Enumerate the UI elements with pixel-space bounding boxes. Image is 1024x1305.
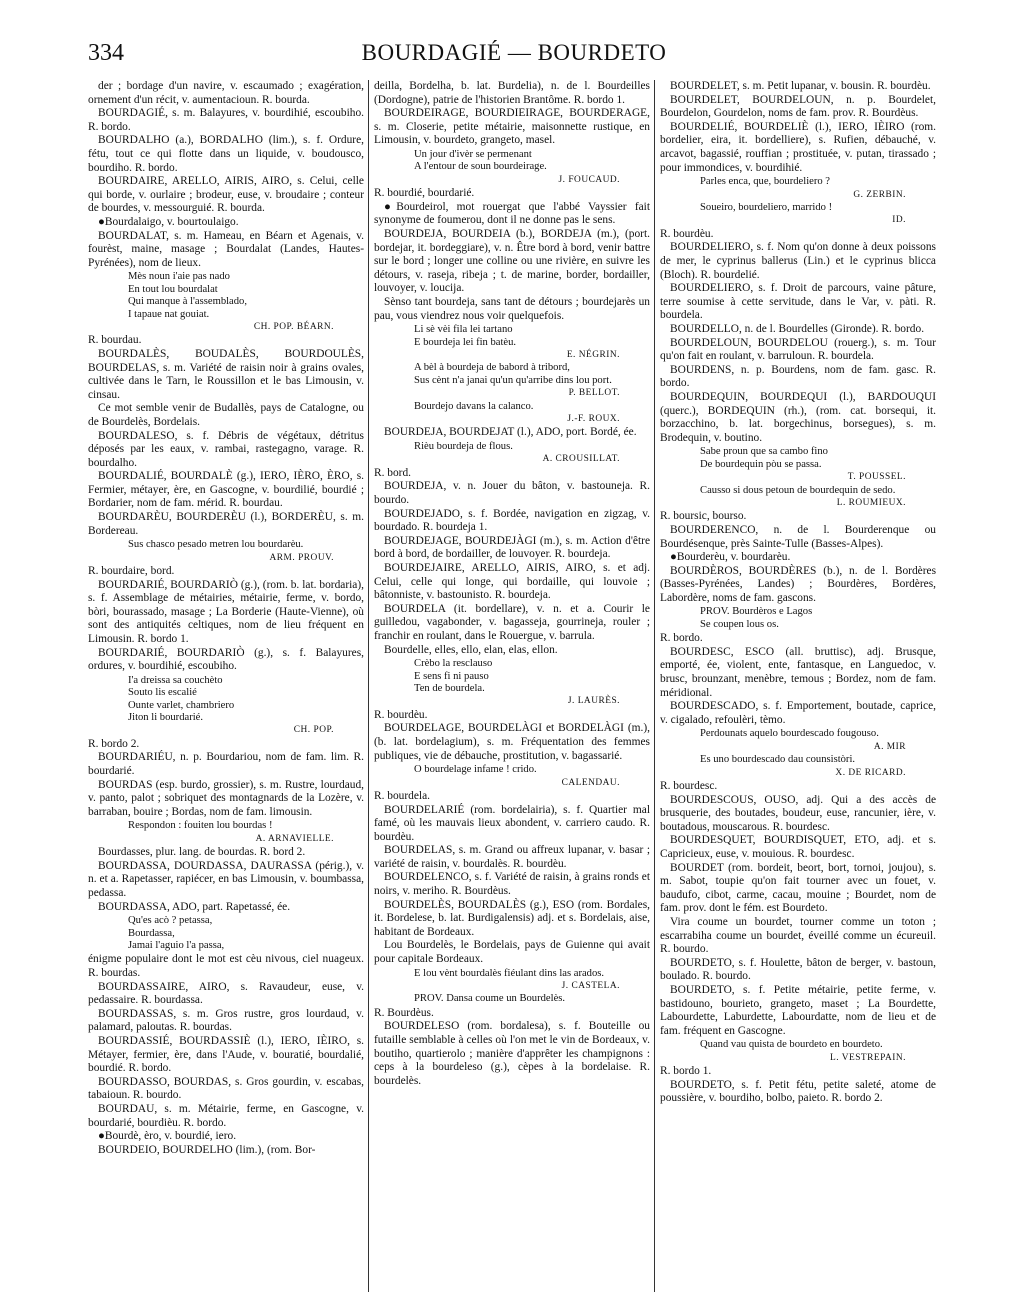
quote-source: A. ARNAVIELLE. — [255, 833, 334, 844]
citation-quote — [374, 362, 650, 399]
quote-line: Respondon : fouiten lou bourdas ! — [128, 820, 273, 832]
quote-line: Bourdassa, — [128, 927, 175, 939]
quote-source: J. LAURÈS. — [567, 696, 620, 707]
dictionary-entry: BOURDALIÉ, BOURDALÈ (g.), IERO, IÈRO, ÈRO, s. Fermier, métayer, ère, en Gascogne, v. bourdilié, bourdié ; Bordarier, nom de fam. mérid. R. bourdau. — [88, 470, 364, 510]
citation-quote — [660, 202, 936, 227]
quote-source: E. NÉGRIN. — [566, 349, 620, 360]
quote-source: ID. — [892, 215, 906, 226]
citation-quote — [88, 539, 364, 564]
dictionary-entry: BOURDESC, ESCO (all. bruttisc), adj. Brusque, emporté, ée, violent, ente, fantasque, en Languedoc, v. brusc, brounzant, menèbre, temous ; Bordez, nom de fam. méridional. — [660, 645, 936, 699]
citation-quote — [374, 401, 650, 426]
etymology-reference: R. bordo 1. — [660, 1065, 712, 1078]
citation-quote — [660, 446, 936, 483]
quote-line: A bèl à bourdeja de babord à tribord, — [414, 362, 570, 374]
dictionary-entry: BOURDARIÉU, n. p. Bourdariou, nom de fam. lim. R. bourdarié. — [88, 751, 364, 778]
citation-quote — [374, 149, 650, 186]
quote-line: Mès noun i'aie pas nado — [128, 271, 230, 283]
quote-source: L. VESTREPAIN. — [829, 1052, 906, 1063]
quote-line: De bourdequin pòu se passa. — [700, 458, 822, 470]
dictionary-entry: BOURDEIRAGE, BOURDIEIRAGE, BOURDERAGE, s. m. Closerie, petite métairie, maisonnette rustique, en Limousin, v. bourdeto, grangeto, masel. — [374, 107, 650, 147]
quote-line: Ten de bourdela. — [414, 682, 485, 694]
citation-quote — [88, 820, 364, 845]
quote-line: PROV. Bourdèros e Lagos — [700, 606, 813, 618]
quote-line: A l'entour de soun bourdeirage. — [414, 161, 547, 173]
citation-quote — [374, 993, 650, 1005]
quote-line: Ounte varlet, chambriero — [128, 699, 235, 711]
dictionary-entry: BOURDEIO, BOURDELHO (lim.), (rom. Bor- — [98, 1143, 316, 1156]
quote-line: E lou vènt bourdalès fiéulant dins las arados. — [414, 967, 605, 979]
dictionary-entry: ●Bourderèu, v. bourdarèu. — [670, 551, 791, 564]
etymology-reference: R. bourdèu. — [660, 227, 714, 240]
etymology-reference: R. boursic, bourso. — [660, 510, 747, 523]
dictionary-entry: BOURDESQUET, BOURDISQUET, ETO, adj. et s. Capricieux, euse, v. mouious. R. bourdesc. — [660, 834, 936, 861]
dictionary-entry: BOURDENS, n. p. Bourdens, nom de fam. gasc. R. bordo. — [660, 363, 936, 390]
dictionary-entry: BOURDEJADO, s. f. Bordée, navigation en zigzag, v. bourdado. R. bourdeja 1. — [374, 507, 650, 534]
dictionary-entry: BOURDEJA, BOURDEJAT (l.), ADO, port. Bordé, ée. — [384, 426, 637, 439]
quote-line: E sens fi ni pauso — [414, 670, 489, 682]
dictionary-entry: BOURDAGIÉ, s. m. Balayures, v. bourdihié, escoubiho. R. bordo. — [88, 107, 364, 133]
dictionary-entry: Vira coume un bourdet, tourner comme un toton ; escarrabiha coume un bourdet, éveillé comme un écureuil. R. bourdo. — [660, 916, 936, 956]
dictionary-entry: BOURDELA (it. bordellare), v. n. et a. Courir le guilledou, vagabonder, v. bagasseja, gourrineja, rouler ; franchir en roulant, dans le Rouergue, v. barrula. — [374, 602, 650, 642]
dictionary-entry: BOURDASSO, BOURDAS, s. Gros gourdin, v. escabas, tabaioun. R. bourdo. — [88, 1075, 364, 1102]
quote-source: J. FOUCAUD. — [558, 174, 620, 185]
dictionary-entry: BOURDELÈS, BOURDALÈS (g.), ESO (rom. Bordales, it. Bordelese, b. lat. Burdigalensis) adj. et s. Bordelais, aise, habitant de Bordeaux. — [374, 898, 650, 938]
citation-quote — [374, 324, 650, 361]
dictionary-entry: BOURDÈROS, BOURDÈRES (b.), n. de l. Bordères (Basses-Pyrénées, Landes) ; Bourdères, Bordères, Labordère, noms de fam. gascons. — [660, 564, 936, 604]
quote-line: Jamai l'aguio l'a passa, — [128, 940, 225, 951]
dictionary-entry: BOURDASSIÉ, BOURDASSIÈ (l.), IERO, IÈIRO, s. Métayer, fermier, ère, dans l'Aude, v. bouratié, bourdalié, bourdié. R. bordo. — [88, 1034, 364, 1075]
dictionary-entry: der ; bordage d'un navire, v. escaumado ; exagération, ornement d'un récit, v. aumentacioun. R. bourda. — [88, 80, 364, 106]
quote-source: T. POUSSEL. — [847, 472, 906, 483]
dictionary-entry: BOURDELAGE, BOURDELÀGI et BORDELÀGI (m.), (b. lat. bordelagium), s. m. Fréquentation des femmes publiques, vie de débauche, prostitution, v. bagassarié. — [374, 722, 650, 762]
citation-quote — [660, 728, 936, 753]
column-left — [88, 80, 364, 1295]
column-middle — [374, 80, 650, 1295]
dictionary-entry: BOURDAU, s. m. Métairie, ferme, en Gascogne, v. bourdarié, bourdièu. R. bordo. — [88, 1102, 364, 1129]
citation-quote — [374, 764, 650, 789]
quote-source: ARM. PROUV. — [269, 552, 334, 563]
dictionary-entry: ●Bourdalaigo, v. bourtoulaigo. — [98, 215, 239, 228]
citation-quote — [660, 485, 936, 510]
quote-line: I tapaue nat gouiat. — [128, 308, 210, 320]
page-number: 334 — [88, 40, 124, 66]
quote-line: Qui manque à l'assemblado, — [128, 296, 247, 308]
quote-line: Crèbo la resclauso — [414, 658, 493, 670]
quote-line: I'a dreissa sa couchèto — [128, 674, 223, 686]
dictionary-entry: BOURDERENCO, n. de l. Bourderenque ou Bourdésenque, près Sainte-Tulle (Basses-Alpes). — [660, 523, 936, 550]
dictionary-entry: BOURDELENCO, s. f. Variété de raisin, à grains ronds et noirs, v. meriho. R. Bourdèus. — [374, 871, 650, 898]
dictionary-entry: BOURDELESO (rom. bordalesa), s. f. Bouteille ou futaille semblable à celles où l'on met le vin de Bordeaux, v. boutiho, quartierolo ; manière d'apprêter les champignons : ceps à la bourdeleso (g.), cèpes à la bordelaise. R. bourdelès. — [374, 1020, 650, 1087]
etymology-reference: R. Bourdèus. — [374, 1006, 434, 1019]
etymology-reference: R. bordo 2. — [88, 737, 140, 750]
dictionary-entry: BOURDEJAGE, BOURDEJÀGI (m.), s. m. Action d'être bord à bord, de bordailler, de louvoyer. R. bourdeja. — [374, 534, 650, 561]
citation-quote — [88, 675, 364, 737]
citation-quote — [88, 915, 364, 952]
dictionary-entry: BOURDEJA, v. n. Jouer du bâton, v. bastouneja. R. bourdo. — [374, 480, 650, 506]
etymology-reference: R. bourdaire, bord. — [88, 565, 175, 578]
dictionary-entry: Lou Bourdelès, le Bordelais, pays de Guienne qui avait pour capitale Bordeaux. — [374, 939, 650, 966]
quote-line: Quand vau quista de bourdeto en bourdeto. — [700, 1039, 883, 1051]
quote-source: J. CASTELA. — [561, 981, 620, 992]
quote-line: PROV. Dansa coume un Bourdelès. — [414, 993, 566, 1005]
column-divider — [654, 80, 655, 1292]
dictionary-entry: BOURDARIÉ, BOURDARIÒ (g.), s. f. Balayures, ordures, v. bourdihié, escoubiho. — [88, 646, 364, 673]
quote-line: Bourdejo davans la calanco. — [414, 400, 534, 412]
dictionary-entry: BOURDALESO, s. f. Débris de végétaux, détritus déposés par les eaux, v. rambai, rastegagno, varage. R. bourdalho. — [88, 429, 364, 469]
etymology-reference: R. bourdau. — [88, 334, 142, 347]
quote-source: L. ROUMIEUX. — [836, 497, 906, 508]
dictionary-entry: BOURDALAT, s. m. Hameau, en Béarn et Agenais, v. fourèst, maine, masage ; Bourdalat (Landes, Hautes-Pyrénées), nom de lieux. — [88, 229, 364, 269]
dictionary-entry: BOURDEJAIRE, ARELLO, AIRIS, AIRO, s. et adj. Celui, celle qui longe, qui bordaille, qui louvoie ; bâtonniste, v. bastounisto. R. bourdeja. — [374, 561, 650, 602]
dictionary-entry: BOURDELIERO, s. f. Droit de parcours, vaine pâture, terre soumise à cette servitude, dans le Var, v. pàti. R. bourdela. — [660, 282, 936, 322]
dictionary-entry: BOURDASSAS, s. m. Gros rustre, gros lourdaud, v. palamard, paloutas. R. bourdas. — [88, 1007, 364, 1034]
quote-line: Parles enca, que, bourdeliero ? — [700, 176, 831, 188]
dictionary-entry: BOURDELARIÉ (rom. bordelairia), s. f. Quartier mal famé, où les mauvais lieux abondent, v. carriero caudo. R. bourdèu. — [374, 803, 650, 843]
quote-line: Un jour d'ivèr se permenant — [414, 148, 532, 160]
dictionary-entry: BOURDASSAIRE, AIRO, s. Ravaudeur, euse, v. pedassaire. R. bourdassa. — [88, 980, 364, 1007]
dictionary-entry: ●Bourdeirol, mot rouergat que l'abbé Vayssier fait synonyme de foumerou, dont il ne donne pas le sens. — [374, 200, 650, 227]
citation-quote — [660, 1039, 936, 1064]
dictionary-entry: ●Bourdè, èro, v. bourdié, iero. — [98, 1130, 237, 1143]
quote-line: Sabe proun que sa cambo fino — [700, 446, 828, 458]
citation-quote — [660, 754, 936, 779]
quote-source: A. MIR — [873, 741, 906, 752]
dictionary-entry: BOURDESCADO, s. f. Emportement, boutade, caprice, v. cigalado, refoulèri, tèmo. — [660, 700, 936, 726]
page-header — [88, 40, 940, 70]
quote-source: J.-F. ROUX. — [567, 413, 620, 424]
quote-source: CALENDAU. — [561, 777, 620, 788]
quote-line: Perdounats aquelo bourdescado fougouso. — [700, 728, 879, 740]
dictionary-entry: BOURDASSA, DOURDASSA, DAURASSA (périg.), v. n. et a. Rapetasser, rapiécer, en bas Limousin, v. boumbassa, pedassa. — [88, 859, 364, 899]
citation-quote — [660, 606, 936, 631]
dictionary-entry: BOURDELLO, n. de l. Bourdelles (Gironde). R. bordo. — [670, 322, 925, 335]
column-divider — [368, 80, 369, 1292]
citation-quote — [88, 271, 364, 333]
dictionary-entry: BOURDAS (esp. burdo, grossier), s. m. Rustre, lourdaud, v. panto, palot ; sobriquet des montagnards de la Lozère, v. barraban, bouire ; Bordas, nom de fam. limousin. — [88, 778, 364, 818]
quote-line: Li sè vèi fila lei tartano — [414, 324, 513, 336]
quote-line: En tout lou bourdalat — [128, 283, 218, 295]
running-head: BOURDAGIÉ — BOURDETO — [361, 40, 667, 65]
citation-quote — [374, 441, 650, 466]
etymology-reference: R. bord. — [374, 466, 412, 479]
quote-line: Se coupen lous os. — [700, 618, 779, 630]
dictionary-entry: BOURDETO, s. f. Houlette, bâton de berger, v. bastoun, boulado. R. bourdo. — [660, 956, 936, 983]
quote-line: Sus chasco pesado metren lou bourdarèu. — [128, 539, 304, 551]
etymology-reference: R. bourdela. — [374, 789, 430, 802]
quote-source: CH. POP. BÉARN. — [253, 321, 334, 332]
citation-quote — [660, 176, 936, 201]
dictionary-entry: BOURDALHO (a.), BORDALHO (lim.), s. f. Ordure, fétu, tout ce qui flotte dans un liquide, v. boudousco, bourdiho. R. bordo. — [88, 134, 364, 174]
column-right — [660, 80, 936, 1295]
etymology-reference: R. bordo. — [660, 632, 703, 645]
etymology-reference: R. bourdèu. — [374, 708, 428, 721]
dictionary-entry: BOURDEQUIN, BOURDEQUI (l.), BARDOUQUI (querc.), BORDEQUIN (rh.), (rom. cat. borsequi, it. borzacchino, b. lat. borgechinus, borsegues), s. m. Brodequin, v. boutino. — [660, 390, 936, 444]
dictionary-entry: BOURDELAS, s. m. Grand ou affreux lupanar, v. basar ; variété de raisin, v. bourdalès. R. bourdèu. — [374, 844, 650, 870]
quote-line: Rièu bourdeja de flous. — [414, 440, 513, 452]
dictionary-entry: BOURDELET, BOURDELOUN, n. p. Bourdelet, Bourdelon, Gourdelon, noms de fam. prov. R. Bourdèus. — [660, 93, 936, 120]
dictionary-entry: Bourdelle, elles, ello, elan, elas, ellon. — [384, 643, 558, 656]
quote-line: Sus cènt n'a janai qu'un qu'arribe dins lou port. — [414, 374, 612, 386]
dictionary-entry: BOURDALÈS, BOUDALÈS, BOURDOULÈS, BOURDELAS, s. m. Variété de raisin noir à grains ovales, cultivée dans le Tarn, le Roussillon et le bas Limousin, v. cinsau. — [88, 347, 364, 401]
citation-quote — [374, 968, 650, 993]
dictionary-entry: BOURDELIERO, s. f. Nom qu'on donne à deux poissons de mer, le cyprinus ballerus (Lin.) et le cyprinus blicca (Bloch). R. bourdelié. — [660, 241, 936, 281]
quote-source: CH. POP. — [293, 725, 334, 736]
dictionary-entry: BOURDETO, s. f. Petite métairie, petite ferme, v. bastidouno, bourieto, grangeto, maset ; La Bourdette, Labourdette, Laburdette, Labourdatte, nom de lieu et de fam. fréquent en Gascogne. — [660, 983, 936, 1037]
dictionary-entry: Sènso tant bourdeja, sans tant de détours ; bourdejarès un pau, vous viendrez nous voir quelquefois. — [374, 295, 650, 322]
dictionary-entry: Ce mot semble venir de Budallès, pays de Catalogne, ou de Bourdelès, Bordelais. — [88, 402, 364, 428]
quote-source: A. CROUSILLAT. — [542, 454, 620, 465]
dictionary-entry: BOURDEJA, BOURDEIA (b.), BORDEJA (m.), (port. bordejar, it. bordeggiare), v. n. Être bord à bord, venir battre sur le bord ; longer une colline ou une rivière, en suivre les détours, v. raseja, ribeja ; t. de marine, border, bordailler, louvoyer, v. loucija. — [374, 227, 650, 295]
etymology-reference: R. bourdesc. — [660, 780, 718, 793]
quote-line: Es uno bourdescado dau counsistòri. — [700, 754, 856, 766]
quote-source: X. DE RICARD. — [835, 767, 906, 778]
dictionary-entry: BOURDETO, s. f. Petit fétu, petite saleté, atome de poussière, v. bourdiho, bolbo, paieto. R. bordo 2. — [660, 1078, 936, 1105]
quote-line: Soueiro, bourdeliero, marrido ! — [700, 201, 833, 213]
dictionary-entry: BOURDELET, s. m. Petit lupanar, v. bousin. R. bourdèu. — [670, 80, 931, 92]
dictionary-entry: BOURDET (rom. bordeit, beort, bort, tornoi, joujou), s. m. Sabot, toupie qu'on fait tourner avec un fouet, v. baudufo, cibot, carme, cacau, mouine ; Bourdet, nom de fam. prov. dont le fém. est Bourdeto. — [660, 861, 936, 915]
quote-line: Causso si dous petoun de bourdequin de sedo. — [700, 484, 896, 496]
dictionary-entry: BOURDELIÉ, BOURDELIÈ (l.), IERO, IÈIRO (rom. bordelier, eira, it. bordelliere), s. Rufien, débauché, v. arcavot, bagassié, rouffian ; prostituée, v. putan, tirassado ; pour immondices, v. bourdihié. — [660, 120, 936, 174]
etymology-reference: énigme populaire dont le mot est cèu nivous, ciel nuageux. R. bourdas. — [88, 953, 364, 979]
etymology-reference: R. bourdié, bourdarié. — [374, 187, 475, 200]
quote-line: Souto lis escalié — [128, 687, 197, 699]
quote-source: P. BELLOT. — [568, 388, 620, 399]
dictionary-entry: BOURDAIRE, ARELLO, AIRIS, AIRO, s. Celui, celle qui borde, v. ourlaire ; brodeur, euse, v. broudaire ; conteur de bourdes, v. messourguié. R. bourda. — [88, 175, 364, 215]
quote-line: O bourdelage infame ! crido. — [414, 764, 537, 776]
dictionary-entry: BOURDARIÉ, BOURDARIÒ (g.), (rom. b. lat. bordaria), s. f. Assemblage de métairies, métairie, ferme, v. bordo, bòri, bourassado, masage ; La Borderie (Haute-Vienne), où sont des antiquités celtiques, nom de lieu fréquent en Limousin. R. bordo 1. — [88, 578, 364, 646]
quote-line: E bourdeja lei fin batèu. — [414, 336, 517, 348]
dictionary-entry: BOURDASSA, ADO, part. Rapetassé, ée. — [98, 900, 291, 913]
quote-line: Jiton li bourdarié. — [128, 712, 204, 724]
dictionary-entry: BOURDESCOUS, OUSO, adj. Qui a des accès de brusquerie, des boutades, boudeur, euse, rancunier, ière, v. boutadous, mouscarous. R. bourdesc. — [660, 793, 936, 833]
dictionary-entry: BOURDARÈU, BOURDERÈU (l.), BORDERÈU, s. m. Bordereau. — [88, 511, 364, 537]
dictionary-entry: BOURDELOUN, BOURDELOU (rouerg.), s. m. Tour qu'on fait en roulant, v. barruloun. R. bourdela. — [660, 336, 936, 363]
citation-quote — [374, 658, 650, 708]
etymology-reference: deilla, Bordelha, b. lat. Burdelia), n. de l. Bourdeilles (Dordogne), patrie de l'historien Brantôme. R. bordo 1. — [374, 80, 650, 106]
quote-line: Qu'es acò ? petassa, — [128, 915, 213, 927]
dictionary-entry: Bourdasses, plur. lang. de bourdas. R. bord 2. — [98, 846, 306, 859]
quote-source: G. ZERBIN. — [853, 189, 906, 200]
